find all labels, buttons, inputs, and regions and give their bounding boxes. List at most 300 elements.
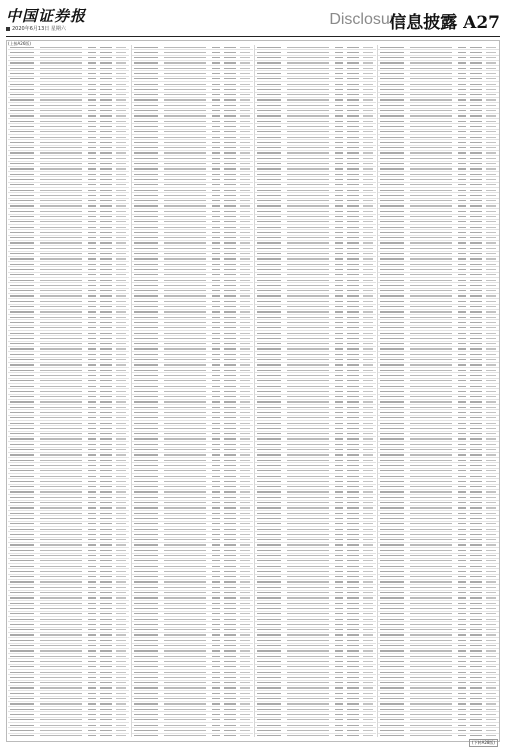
- table-cell: [347, 375, 359, 376]
- table-cell: [347, 529, 359, 530]
- table-cell: [212, 306, 220, 307]
- table-cell: [335, 232, 343, 233]
- table-cell: [363, 682, 373, 683]
- table-cell: [257, 730, 281, 731]
- table-cell: [486, 529, 496, 530]
- table-cell: [224, 174, 236, 175]
- table-cell: [164, 454, 206, 455]
- table-cell: [212, 237, 220, 238]
- table-cell: [134, 237, 158, 238]
- table-cell: [116, 491, 126, 492]
- table-cell: [116, 629, 126, 630]
- table-cell: [224, 391, 236, 392]
- table-cell: [486, 179, 496, 180]
- table-cell: [257, 216, 281, 217]
- table-cell: [240, 264, 250, 265]
- table-cell: [470, 333, 482, 334]
- table-cell: [335, 650, 343, 651]
- table-cell: [134, 190, 158, 191]
- table-cell: [257, 147, 281, 148]
- table-cell: [10, 428, 34, 429]
- table-cell: [380, 465, 404, 466]
- table-cell: [380, 560, 404, 561]
- table-cell: [212, 608, 220, 609]
- table-cell: [116, 115, 126, 116]
- table-cell: [287, 370, 329, 371]
- table-cell: [486, 523, 496, 524]
- table-cell: [212, 454, 220, 455]
- table-cell: [458, 502, 466, 503]
- table-cell: [363, 412, 373, 413]
- table-cell: [88, 709, 96, 710]
- section-title-chinese: 信息披露 A27: [389, 13, 500, 33]
- table-cell: [410, 566, 452, 567]
- table-cell: [224, 285, 236, 286]
- table-cell: [240, 401, 250, 402]
- table-cell: [116, 523, 126, 524]
- table-cell: [470, 253, 482, 254]
- table-cell: [470, 195, 482, 196]
- table-cell: [486, 581, 496, 582]
- table-cell: [164, 491, 206, 492]
- table-cell: [470, 412, 482, 413]
- table-cell: [240, 174, 250, 175]
- table-cell: [486, 78, 496, 79]
- table-cell: [100, 417, 112, 418]
- table-cell: [240, 386, 250, 387]
- table-cell: [134, 497, 158, 498]
- table-cell: [224, 502, 236, 503]
- table-cell: [486, 333, 496, 334]
- table-cell: [240, 200, 250, 201]
- table-cell: [410, 666, 452, 667]
- table-cell: [116, 57, 126, 58]
- table-cell: [335, 78, 343, 79]
- table-cell: [10, 47, 34, 48]
- table-cell: [100, 396, 112, 397]
- table-cell: [363, 121, 373, 122]
- table-cell: [363, 587, 373, 588]
- table-cell: [335, 497, 343, 498]
- table-cell: [335, 608, 343, 609]
- table-cell: [40, 253, 82, 254]
- table-cell: [116, 274, 126, 275]
- table-cell: [347, 274, 359, 275]
- table-cell: [100, 703, 112, 704]
- table-cell: [458, 629, 466, 630]
- table-cell: [134, 343, 158, 344]
- table-cell: [335, 438, 343, 439]
- table-cell: [100, 99, 112, 100]
- table-cell: [116, 348, 126, 349]
- table-cell: [240, 62, 250, 63]
- table-cell: [257, 115, 281, 116]
- table-cell: [240, 656, 250, 657]
- table-cell: [240, 370, 250, 371]
- table-cell: [410, 687, 452, 688]
- table-cell: [40, 613, 82, 614]
- table-cell: [470, 211, 482, 212]
- table-cell: [116, 507, 126, 508]
- table-cell: [486, 370, 496, 371]
- table-cell: [116, 168, 126, 169]
- table-cell: [486, 94, 496, 95]
- table-cell: [10, 126, 34, 127]
- table-cell: [363, 725, 373, 726]
- table-cell: [458, 47, 466, 48]
- table-cell: [10, 386, 34, 387]
- table-cell: [287, 190, 329, 191]
- table-cell: [380, 544, 404, 545]
- table-cell: [134, 714, 158, 715]
- table-cell: [347, 650, 359, 651]
- table-cell: [347, 423, 359, 424]
- table-cell: [347, 110, 359, 111]
- table-cell: [224, 179, 236, 180]
- table-cell: [347, 460, 359, 461]
- table-cell: [458, 523, 466, 524]
- table-cell: [212, 634, 220, 635]
- table-cell: [470, 735, 482, 736]
- table-cell: [363, 343, 373, 344]
- table-cell: [380, 110, 404, 111]
- table-cell: [134, 624, 158, 625]
- table-cell: [257, 624, 281, 625]
- table-cell: [100, 237, 112, 238]
- table-cell: [257, 131, 281, 132]
- table-cell: [134, 311, 158, 312]
- table-cell: [287, 110, 329, 111]
- table-cell: [134, 211, 158, 212]
- table-cell: [257, 401, 281, 402]
- table-cell: [40, 52, 82, 53]
- table-cell: [212, 650, 220, 651]
- table-cell: [486, 438, 496, 439]
- table-cell: [224, 84, 236, 85]
- table-cell: [40, 306, 82, 307]
- table-cell: [380, 280, 404, 281]
- table-cell: [100, 407, 112, 408]
- table-cell: [40, 89, 82, 90]
- table-cell: [470, 465, 482, 466]
- table-cell: [257, 613, 281, 614]
- table-cell: [287, 359, 329, 360]
- table-cell: [240, 322, 250, 323]
- table-cell: [347, 555, 359, 556]
- table-cell: [116, 444, 126, 445]
- table-cell: [287, 216, 329, 217]
- table-cell: [257, 264, 281, 265]
- table-cell: [347, 317, 359, 318]
- table-cell: [240, 698, 250, 699]
- table-cell: [257, 322, 281, 323]
- table-cell: [335, 295, 343, 296]
- table-cell: [410, 682, 452, 683]
- table-cell: [100, 258, 112, 259]
- table-cell: [10, 147, 34, 148]
- table-cell: [224, 682, 236, 683]
- table-cell: [458, 216, 466, 217]
- table-cell: [470, 634, 482, 635]
- table-cell: [363, 423, 373, 424]
- table-cell: [88, 714, 96, 715]
- table-cell: [410, 290, 452, 291]
- table-cell: [363, 364, 373, 365]
- table-cell: [134, 94, 158, 95]
- table-cell: [287, 476, 329, 477]
- table-cell: [134, 52, 158, 53]
- table-cell: [410, 237, 452, 238]
- table-cell: [486, 491, 496, 492]
- table-cell: [40, 269, 82, 270]
- table-cell: [458, 613, 466, 614]
- table-cell: [116, 152, 126, 153]
- table-cell: [363, 348, 373, 349]
- table-cell: [335, 513, 343, 514]
- table-cell: [470, 513, 482, 514]
- table-cell: [224, 687, 236, 688]
- table-cell: [363, 534, 373, 535]
- table-cell: [335, 306, 343, 307]
- table-cell: [10, 597, 34, 598]
- table-cell: [486, 248, 496, 249]
- table-cell: [410, 412, 452, 413]
- table-cell: [116, 311, 126, 312]
- table-cell: [347, 253, 359, 254]
- table-cell: [88, 513, 96, 514]
- table-cell: [347, 121, 359, 122]
- table-cell: [410, 380, 452, 381]
- table-cell: [116, 619, 126, 620]
- table-cell: [458, 529, 466, 530]
- table-cell: [257, 539, 281, 540]
- table-cell: [363, 242, 373, 243]
- table-cell: [164, 62, 206, 63]
- table-cell: [164, 386, 206, 387]
- table-row: [255, 734, 376, 737]
- table-cell: [380, 672, 404, 673]
- table-cell: [470, 460, 482, 461]
- table-cell: [335, 529, 343, 530]
- table-cell: [134, 576, 158, 577]
- table-cell: [486, 84, 496, 85]
- table-cell: [347, 619, 359, 620]
- table-cell: [40, 454, 82, 455]
- table-cell: [116, 640, 126, 641]
- table-cell: [458, 152, 466, 153]
- table-cell: [164, 57, 206, 58]
- table-cell: [164, 338, 206, 339]
- table-cell: [88, 110, 96, 111]
- table-cell: [40, 581, 82, 582]
- table-cell: [164, 47, 206, 48]
- table-cell: [240, 587, 250, 588]
- table-cell: [10, 121, 34, 122]
- table-cell: [100, 147, 112, 148]
- table-cell: [134, 555, 158, 556]
- table-cell: [134, 248, 158, 249]
- table-cell: [212, 534, 220, 535]
- table-cell: [212, 560, 220, 561]
- table-cell: [240, 253, 250, 254]
- table-column-2: [131, 45, 253, 737]
- table-cell: [224, 709, 236, 710]
- table-cell: [224, 322, 236, 323]
- table-cell: [410, 137, 452, 138]
- table-cell: [470, 603, 482, 604]
- table-cell: [363, 550, 373, 551]
- table-cell: [470, 529, 482, 530]
- table-cell: [88, 126, 96, 127]
- table-cell: [116, 295, 126, 296]
- table-cell: [380, 258, 404, 259]
- table-cell: [380, 603, 404, 604]
- table-cell: [410, 142, 452, 143]
- table-cell: [224, 47, 236, 48]
- table-cell: [363, 719, 373, 720]
- table-cell: [40, 703, 82, 704]
- table-cell: [257, 608, 281, 609]
- table-cell: [380, 99, 404, 100]
- table-cell: [212, 444, 220, 445]
- table-cell: [224, 269, 236, 270]
- table-cell: [458, 608, 466, 609]
- table-cell: [240, 110, 250, 111]
- table-cell: [486, 677, 496, 678]
- table-cell: [10, 507, 34, 508]
- table-cell: [224, 650, 236, 651]
- table-cell: [363, 486, 373, 487]
- table-cell: [212, 407, 220, 408]
- table-cell: [88, 317, 96, 318]
- table-cell: [224, 338, 236, 339]
- table-cell: [410, 386, 452, 387]
- table-cell: [164, 502, 206, 503]
- table-cell: [347, 571, 359, 572]
- table-cell: [212, 99, 220, 100]
- table-cell: [224, 555, 236, 556]
- table-cell: [10, 375, 34, 376]
- table-cell: [100, 428, 112, 429]
- table-cell: [240, 640, 250, 641]
- table-cell: [164, 566, 206, 567]
- table-cell: [212, 190, 220, 191]
- table-cell: [134, 491, 158, 492]
- table-cell: [257, 253, 281, 254]
- table-cell: [40, 110, 82, 111]
- table-cell: [380, 62, 404, 63]
- table-cell: [347, 348, 359, 349]
- table-cell: [347, 412, 359, 413]
- table-cell: [40, 444, 82, 445]
- table-cell: [380, 502, 404, 503]
- table-cell: [10, 179, 34, 180]
- table-cell: [486, 502, 496, 503]
- table-cell: [287, 386, 329, 387]
- table-cell: [40, 258, 82, 259]
- table-cell: [240, 274, 250, 275]
- table-cell: [470, 221, 482, 222]
- table-cell: [257, 179, 281, 180]
- table-cell: [88, 444, 96, 445]
- table-cell: [458, 211, 466, 212]
- table-cell: [224, 529, 236, 530]
- table-cell: [224, 645, 236, 646]
- table-cell: [100, 438, 112, 439]
- table-cell: [347, 560, 359, 561]
- table-cell: [458, 640, 466, 641]
- table-cell: [470, 68, 482, 69]
- table-cell: [10, 195, 34, 196]
- table-cell: [486, 232, 496, 233]
- table-cell: [88, 168, 96, 169]
- table-cell: [164, 147, 206, 148]
- table-cell: [164, 417, 206, 418]
- table-cell: [458, 433, 466, 434]
- table-cell: [363, 269, 373, 270]
- table-cell: [224, 227, 236, 228]
- table-cell: [10, 78, 34, 79]
- table-cell: [212, 470, 220, 471]
- table-cell: [347, 327, 359, 328]
- table-cell: [240, 147, 250, 148]
- table-cell: [116, 258, 126, 259]
- table-cell: [116, 412, 126, 413]
- table-cell: [347, 78, 359, 79]
- table-cell: [287, 481, 329, 482]
- table-cell: [410, 592, 452, 593]
- table-cell: [458, 274, 466, 275]
- table-cell: [40, 322, 82, 323]
- table-cell: [335, 687, 343, 688]
- table-cell: [363, 221, 373, 222]
- table-cell: [40, 359, 82, 360]
- table-cell: [10, 227, 34, 228]
- table-cell: [88, 158, 96, 159]
- table-cell: [100, 52, 112, 53]
- table-cell: [134, 703, 158, 704]
- table-cell: [164, 285, 206, 286]
- table-cell: [363, 634, 373, 635]
- table-cell: [335, 227, 343, 228]
- table-cell: [257, 99, 281, 100]
- table-cell: [212, 338, 220, 339]
- table-cell: [335, 322, 343, 323]
- table-cell: [470, 592, 482, 593]
- table-cell: [240, 513, 250, 514]
- table-cell: [212, 137, 220, 138]
- table-cell: [212, 550, 220, 551]
- table-cell: [380, 703, 404, 704]
- table-cell: [380, 677, 404, 678]
- table-cell: [470, 242, 482, 243]
- table-cell: [40, 274, 82, 275]
- table-cell: [458, 571, 466, 572]
- table-cell: [470, 534, 482, 535]
- table-cell: [410, 274, 452, 275]
- table-cell: [287, 152, 329, 153]
- table-cell: [100, 444, 112, 445]
- table-cell: [212, 110, 220, 111]
- table-cell: [347, 550, 359, 551]
- table-cell: [347, 386, 359, 387]
- table-cell: [212, 491, 220, 492]
- table-cell: [486, 460, 496, 461]
- table-cell: [347, 359, 359, 360]
- table-cell: [40, 232, 82, 233]
- table-cell: [287, 576, 329, 577]
- table-cell: [100, 232, 112, 233]
